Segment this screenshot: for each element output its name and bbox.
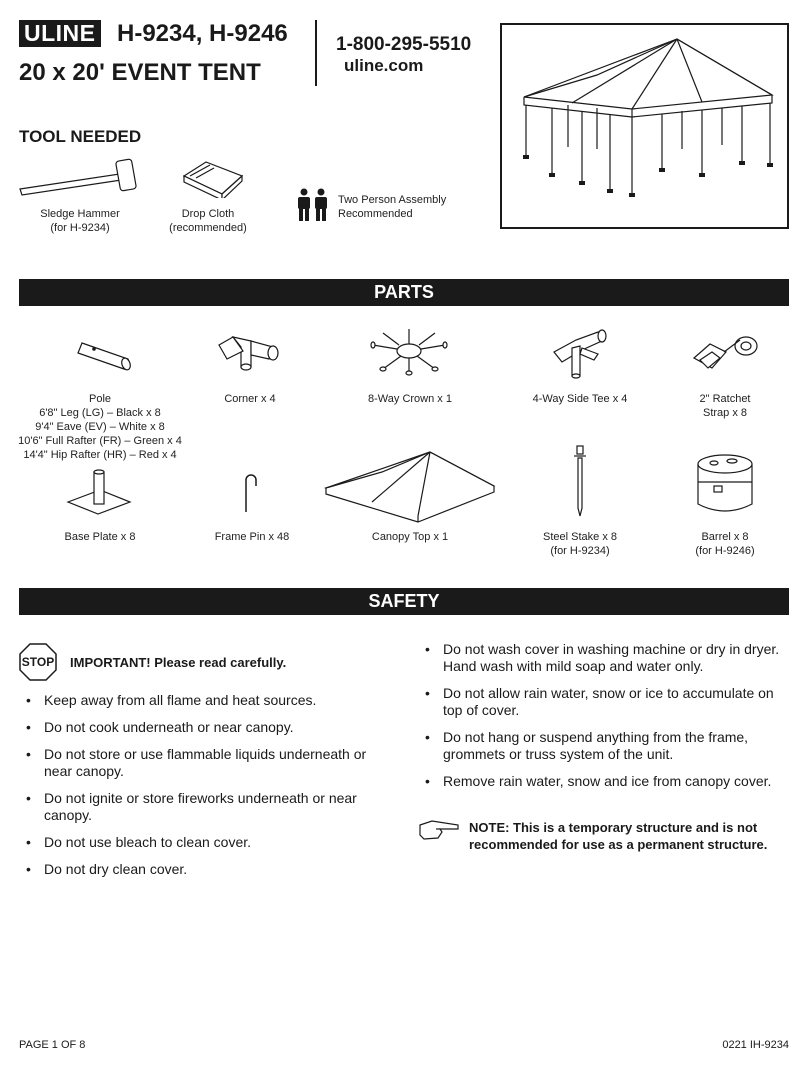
barrel-caption: Barrel x 8 (for H-9246) — [695, 531, 755, 557]
drop-cloth-caption: Drop Cloth (recommended) — [169, 208, 247, 234]
note-text: NOTE: This is a temporary structure and is not recommended for use as a permanent structure. — [469, 820, 768, 852]
sledge-hammer-caption: Sledge Hammer (for H-9234) — [40, 208, 120, 234]
list-item: • Do not dry clean cover. — [20, 861, 390, 878]
frame-pin-icon — [240, 472, 260, 514]
list-item: • Remove rain water, snow and ice from canopy cover. — [419, 773, 789, 790]
safety-list-right — [419, 641, 789, 800]
side-tee-caption: 4-Way Side Tee x 4 — [532, 393, 628, 405]
pole-icon — [74, 333, 136, 373]
two-person-icon — [295, 188, 331, 222]
list-item: • Do not ignite or store fireworks underneath or near canopy. — [20, 790, 390, 824]
parts-heading-bar: PARTS — [19, 279, 789, 306]
sledge-hammer-icon — [16, 155, 146, 200]
drop-cloth-icon — [178, 158, 248, 198]
base-plate-caption: Base Plate x 8 — [64, 531, 136, 543]
header-divider — [315, 20, 317, 86]
crown-caption: 8-Way Crown x 1 — [368, 393, 452, 405]
two-person-caption: Two Person Assembly Recommended — [338, 194, 447, 220]
frame-pin-caption: Frame Pin x 48 — [214, 531, 290, 543]
steel-stake-icon — [570, 444, 590, 520]
model-numbers: H-9234, H-9246 — [117, 20, 288, 47]
list-item: • Do not cook underneath or near canopy. — [20, 719, 390, 736]
page-number: PAGE 1 OF 8 — [19, 1039, 86, 1051]
website: uline.com — [344, 56, 424, 75]
page-title: 20 x 20' EVENT TENT — [19, 59, 261, 86]
important-notice: IMPORTANT! Please read carefully. — [70, 655, 287, 670]
document-code: 0221 IH-9234 — [722, 1039, 789, 1051]
tool-needed-heading: TOOL NEEDED — [19, 127, 142, 146]
base-plate-icon — [64, 468, 134, 516]
list-item: • Do not allow rain water, snow or ice to accumulate on top of cover. — [419, 685, 789, 719]
ratchet-strap-caption: 2" Ratchet Strap x 8 — [699, 393, 751, 419]
corner-connector-icon — [213, 327, 289, 371]
canopy-top-icon — [322, 450, 500, 526]
pointing-hand-icon — [418, 819, 462, 841]
uline-logo: ULINE — [19, 20, 101, 47]
barrel-icon — [694, 452, 756, 520]
list-item: • Do not wash cover in washing machine or dry in dryer. Hand wash with mild soap and water only. — [419, 641, 789, 675]
four-way-side-tee-icon — [548, 326, 612, 380]
list-item: • Do not hang or suspend anything from the frame, grommets or truss system of the unit. — [419, 729, 789, 763]
list-item: • Do not use bleach to clean cover. — [20, 834, 390, 851]
safety-list-left — [20, 692, 390, 888]
steel-stake-caption: Steel Stake x 8 (for H-9234) — [543, 531, 617, 557]
stop-sign-label: STOP — [21, 655, 55, 669]
stop-sign-icon — [19, 643, 57, 681]
tent-drawing — [502, 25, 787, 227]
safety-heading-bar: SAFETY — [19, 588, 789, 615]
corner-caption: Corner x 4 — [224, 393, 276, 405]
phone-number: 1-800-295-5510 — [336, 34, 472, 55]
canopy-top-caption: Canopy Top x 1 — [371, 531, 449, 543]
eight-way-crown-icon — [365, 325, 453, 377]
tent-illustration — [500, 23, 789, 229]
list-item: • Keep away from all flame and heat sources. — [20, 692, 390, 709]
pole-caption: Pole 6'8" Leg (LG) – Black x 8 9'4" Eave (EV) – White x 8 10'6" Full Rafter (FR) – Green x 4 14'4" Hip Rafter (HR) – Red x 4 — [18, 393, 182, 461]
ratchet-strap-icon — [690, 330, 760, 374]
list-item: • Do not store or use flammable liquids underneath or near canopy. — [20, 746, 390, 780]
